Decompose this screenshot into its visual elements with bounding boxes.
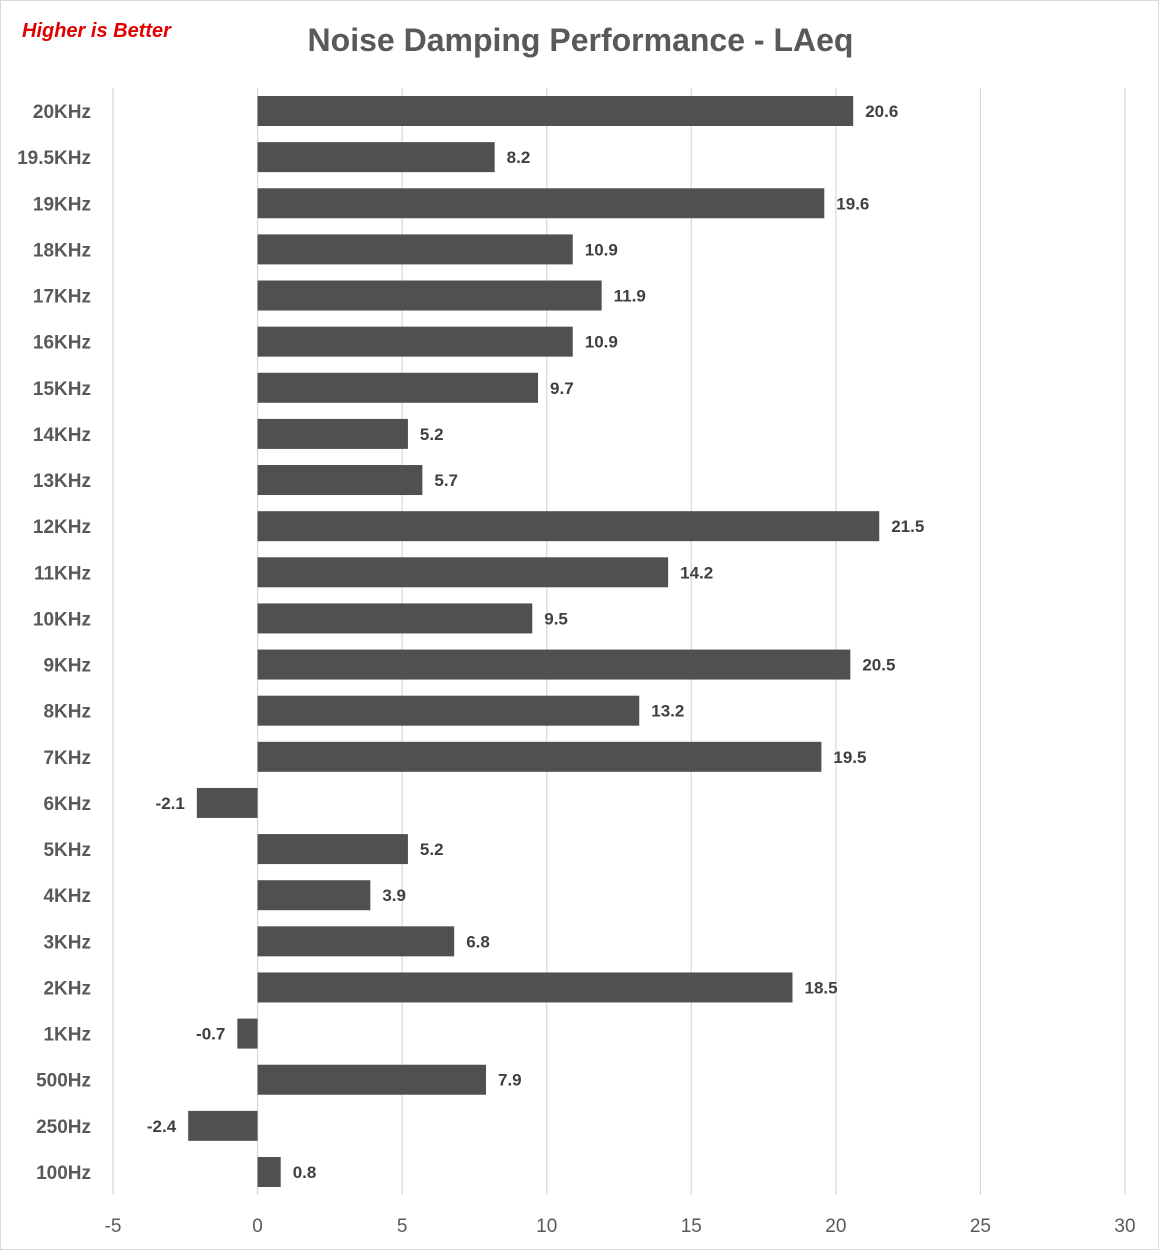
- category-label: 18KHz: [32, 240, 91, 262]
- x-tick-label: 20: [825, 1216, 847, 1237]
- value-label: 3.9: [382, 886, 406, 906]
- bar: [258, 373, 538, 403]
- bar: [258, 926, 455, 956]
- bar: [258, 188, 825, 218]
- value-label: -2.4: [146, 1116, 177, 1136]
- higher-is-better-note: Higher is Better: [22, 20, 171, 42]
- category-label: 20KHz: [32, 102, 91, 123]
- value-label: 19.5: [833, 747, 867, 767]
- category-label: 6KHz: [43, 793, 91, 815]
- value-label: 18.5: [804, 978, 838, 998]
- value-label: 11.9: [613, 286, 646, 306]
- value-label: -0.7: [196, 1024, 226, 1044]
- category-label: 4KHz: [43, 886, 91, 908]
- value-label: 8.2: [506, 148, 531, 168]
- value-label: 14.2: [680, 563, 714, 583]
- category-label: 2KHz: [43, 978, 91, 1000]
- bar: [258, 603, 533, 633]
- bar: [258, 557, 669, 587]
- x-tick-label: 15: [680, 1216, 702, 1237]
- bars: [188, 96, 879, 1187]
- category-label: 17KHz: [32, 286, 91, 308]
- bar: [258, 1065, 486, 1095]
- value-label: 9.7: [550, 378, 574, 398]
- category-label: 10KHz: [32, 609, 91, 631]
- bar: [258, 880, 371, 910]
- value-label: 21.5: [891, 517, 925, 537]
- bar: [258, 96, 854, 126]
- bar: [258, 234, 573, 264]
- category-label: 19KHz: [32, 194, 91, 216]
- bar: [258, 972, 793, 1002]
- category-label: 250Hz: [36, 1116, 91, 1138]
- x-axis-tick-labels: [105, 1216, 1136, 1237]
- value-label: 20.6: [865, 102, 899, 121]
- bar: [258, 142, 495, 172]
- value-label: 10.9: [584, 240, 618, 260]
- bar: [258, 511, 880, 541]
- bar: [258, 327, 573, 357]
- value-label: 19.6: [836, 194, 870, 214]
- x-tick-label: 5: [396, 1216, 408, 1237]
- bar: [258, 650, 851, 680]
- category-label: 8KHz: [43, 701, 91, 723]
- x-tick-label: 0: [252, 1216, 263, 1237]
- bar: [258, 696, 640, 726]
- category-label: 11KHz: [33, 563, 91, 585]
- bar: [237, 1019, 257, 1049]
- category-label: 14KHz: [32, 424, 91, 446]
- bar: [258, 742, 822, 772]
- x-tick-label: 25: [969, 1216, 991, 1237]
- value-label: 5.2: [419, 840, 444, 860]
- value-label: 5.2: [419, 424, 444, 444]
- value-label: 10.9: [584, 332, 618, 352]
- category-label: 5KHz: [43, 840, 91, 862]
- category-label: 100Hz: [36, 1162, 91, 1184]
- category-label: 13KHz: [32, 471, 91, 493]
- value-label: 7.9: [497, 1070, 522, 1090]
- value-label: -2.1: [155, 793, 185, 813]
- bar: [258, 834, 408, 864]
- category-label: 12KHz: [32, 517, 91, 539]
- value-label: 13.2: [651, 701, 685, 721]
- bar: [258, 419, 408, 449]
- value-label: 6.8: [466, 932, 490, 952]
- bar: [188, 1111, 257, 1141]
- category-label: 500Hz: [36, 1070, 91, 1092]
- bar: [197, 788, 258, 818]
- category-labels: [17, 102, 91, 1184]
- bar: [258, 281, 602, 311]
- value-label: 5.7: [434, 471, 459, 491]
- bar: [258, 1157, 281, 1187]
- bar: [258, 465, 423, 495]
- x-tick-label: 30: [1114, 1216, 1136, 1237]
- category-label: 1KHz: [43, 1024, 91, 1046]
- x-tick-label: -5: [104, 1216, 122, 1237]
- chart-title: Noise Damping Performance - LAeq: [307, 22, 854, 58]
- category-label: 7KHz: [43, 747, 91, 769]
- category-label: 9KHz: [43, 655, 91, 677]
- x-tick-label: 10: [536, 1216, 558, 1237]
- category-label: 3KHz: [43, 932, 91, 954]
- category-label: 16KHz: [32, 332, 91, 354]
- value-label: 20.5: [862, 655, 896, 675]
- value-label: 0.8: [292, 1162, 317, 1182]
- category-label: 15KHz: [32, 378, 91, 400]
- category-label: 19.5KHz: [17, 148, 91, 170]
- value-label: 9.5: [544, 609, 568, 629]
